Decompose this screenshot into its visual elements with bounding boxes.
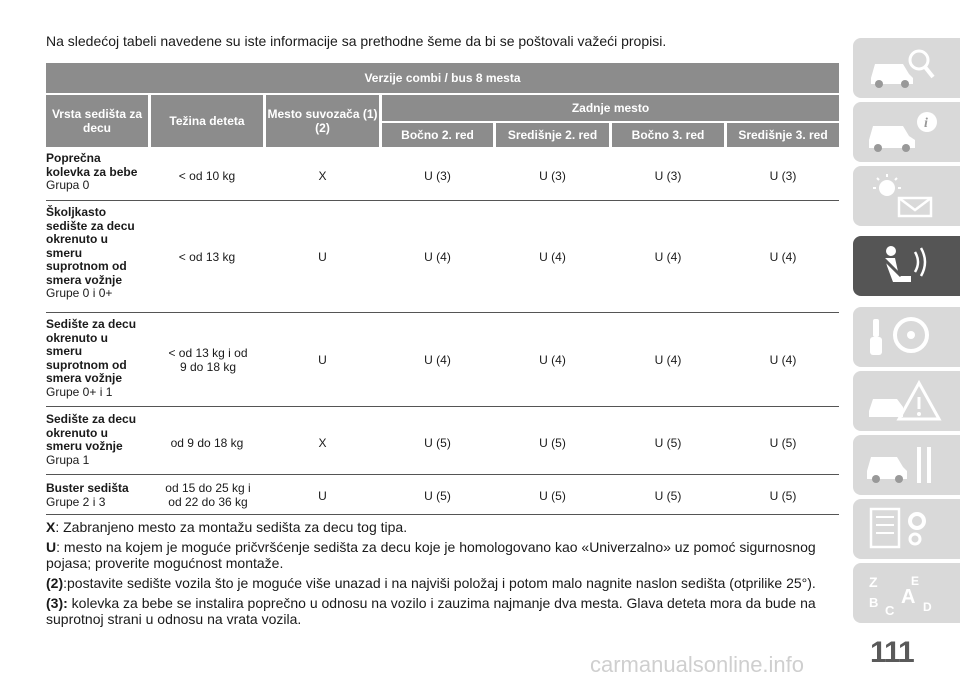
- tab-index[interactable]: [853, 563, 960, 623]
- row-rear-value: U (4): [769, 353, 797, 367]
- car-service-tools-icon: [863, 441, 943, 489]
- car-search-icon: [863, 44, 943, 92]
- tab-warning-lights[interactable]: [853, 166, 960, 226]
- svg-text:B: B: [869, 595, 879, 610]
- row-seat-group: Grupe 0 i 0+: [46, 286, 113, 300]
- row-rear-value: U (5): [654, 489, 682, 503]
- row-passenger: X: [318, 436, 327, 450]
- row-divider: [46, 200, 839, 201]
- note-x: [46, 519, 836, 535]
- row-divider: [46, 406, 839, 407]
- row-weight: od 9 do 18 kg: [170, 436, 244, 450]
- row-rear-value: U (5): [424, 436, 451, 450]
- note-text: : Zabranjeno mesto za montažu sedišta za decu tog tipa.: [55, 519, 408, 535]
- row-weight: < od 10 kg: [178, 169, 236, 183]
- row-rear-value: U (3): [654, 169, 682, 183]
- col-seat-type: Vrsta sedišta za decu: [46, 95, 148, 147]
- note-text: :postavite sedište vozila što je moguće više unazad i na najviši položaj i potom malo nagnite naslon sedišta (otprilike 25°).: [63, 575, 816, 591]
- col-rear-center-3: Središnje 3. red: [727, 123, 839, 147]
- row-rear-value: U (4): [424, 250, 451, 264]
- row-rear-value: U (4): [654, 250, 682, 264]
- row-divider: [46, 474, 839, 475]
- tab-passenger-safety[interactable]: [853, 236, 960, 296]
- tab-car-info[interactable]: [853, 102, 960, 162]
- row-rear-value: U (4): [654, 353, 682, 367]
- row-rear-value: U (3): [769, 169, 797, 183]
- row-seat-name: Sedište za decu okrenuto u smeru suprotnom od smera vožnje: [46, 317, 137, 385]
- note-text: kolevka za bebe se instalira poprečno u odnosu na vozilo i zauzima najmanje dva mesta. Glava deteta mora da bude na suprotnoj strani u odnosu na vrata vozila.: [46, 595, 816, 627]
- tab-technical-data[interactable]: [853, 499, 960, 559]
- col-rear: Zadnje mesto: [382, 95, 839, 121]
- svg-text:C: C: [885, 603, 895, 617]
- svg-text:E: E: [911, 574, 920, 588]
- note-text: : mesto na kojem je moguće pričvršćenje sedišta za decu koje je homologovano kao «Univerzalno» uz pomoć sigurnosnog pojasa; proverite mogućnost montaže.: [46, 539, 816, 571]
- row-passenger: U: [318, 489, 327, 503]
- tab-starting-driving[interactable]: [853, 307, 960, 367]
- row-rear-value: U (4): [424, 353, 451, 367]
- note-key: U: [46, 539, 57, 555]
- row-rear-value: U (3): [424, 169, 451, 183]
- note-key: X: [46, 519, 56, 535]
- row-weight: < od 13 kg i od 9 do 18 kg: [168, 346, 248, 374]
- row-seat-group: Grupe 2 i 3: [46, 494, 106, 509]
- row-passenger: U: [318, 353, 327, 367]
- row-rear-value: U (4): [769, 250, 797, 264]
- svg-text:i: i: [924, 116, 928, 131]
- note-3: [46, 595, 836, 627]
- note-key: (3):: [46, 595, 68, 611]
- specifications-gears-icon: [863, 505, 943, 553]
- row-rear-value: U (4): [539, 353, 566, 367]
- tab-emergency[interactable]: [853, 371, 960, 431]
- row-rear-value: U (5): [539, 489, 566, 503]
- row-seat-group: Grupa 0: [46, 178, 90, 192]
- tab-car-search[interactable]: [853, 38, 960, 98]
- note-u: [46, 539, 836, 571]
- row-divider: [46, 514, 839, 515]
- col-rear-side-2: Bočno 2. red: [382, 123, 493, 147]
- passenger-safety-airbag-icon: [863, 242, 943, 290]
- alphabetical-index-icon: [863, 569, 943, 617]
- page-number: 111: [870, 636, 914, 669]
- svg-text:Z: Z: [869, 574, 878, 590]
- svg-text:D: D: [923, 600, 932, 614]
- row-rear-value: U (5): [769, 436, 797, 450]
- watermark: carmanualsonline.info: [590, 652, 805, 677]
- row-rear-value: U (5): [539, 436, 566, 450]
- row-seat-name: Sedište za decu okrenuto u smeru vožnje: [46, 412, 137, 453]
- col-rear-side-3: Bočno 3. red: [612, 123, 724, 147]
- row-seat-group: Grupe 0+ i 1: [46, 384, 113, 399]
- note-key: (2): [46, 575, 64, 591]
- svg-text:A: A: [901, 586, 916, 608]
- row-rear-value: U (5): [424, 489, 451, 503]
- tab-maintenance[interactable]: [853, 435, 960, 495]
- row-rear-value: U (3): [539, 169, 566, 183]
- warning-lights-message-icon: [863, 172, 943, 220]
- row-rear-value: U (5): [769, 489, 797, 503]
- note-2: [46, 575, 836, 591]
- row-weight: < od 13 kg: [178, 250, 236, 264]
- row-seat-group: Grupa 1: [46, 452, 90, 467]
- row-divider: [46, 312, 839, 313]
- row-weight: od 15 do 25 kg i od 22 do 36 kg: [165, 481, 251, 509]
- intro-text: Na sledećoj tabeli navedene su iste informacije sa prethodne šeme da bi se poštovali važeći propisi.: [46, 33, 667, 49]
- row-seat-name: Poprečna kolevka za bebe: [46, 151, 138, 179]
- key-steering-wheel-icon: [863, 313, 943, 361]
- car-warning-triangle-icon: [863, 377, 943, 425]
- row-rear-value: U (5): [654, 436, 682, 450]
- col-passenger: Mesto suvozača (1) (2): [266, 95, 379, 147]
- row-seat-name: Školjkasto sedište za decu okrenuto u smeru suprotnom od smera vožnje: [46, 205, 135, 287]
- col-rear-center-2: Središnje 2. red: [496, 123, 609, 147]
- row-passenger: X: [318, 169, 327, 183]
- row-passenger: U: [318, 250, 327, 264]
- car-info-icon: [863, 108, 943, 156]
- row-rear-value: U (4): [539, 250, 566, 264]
- col-weight: Težina deteta: [151, 95, 263, 147]
- table-title: Verzije combi / bus 8 mesta: [46, 63, 839, 93]
- row-seat-name: Buster sedišta: [46, 481, 129, 495]
